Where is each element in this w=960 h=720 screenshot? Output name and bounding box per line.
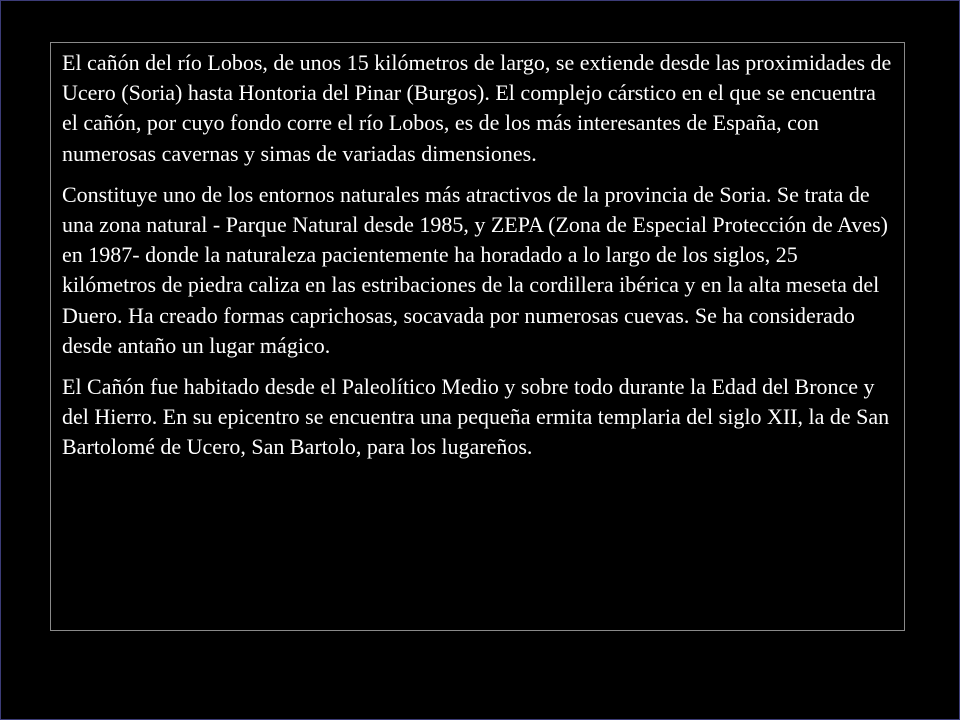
paragraph-3: El Cañón fue habitado desde el Paleolítico Medio y sobre todo durante la Edad del Bronce y del Hierro. En su epicentro se encuentra una pequeña ermita templaria del siglo XII, la de San Bartolomé de Ucero, San Bartolo, para los lugareños. (62, 374, 890, 460)
text-panel (50, 42, 905, 631)
paragraph-1: El cañón del río Lobos, de unos 15 kilómetros de largo, se extiende desde las proximidades de Ucero (Soria) hasta Hontoria del Pinar (Burgos). El complejo cárstico en el que se encuentra el cañón, por cuyo fondo corre el río Lobos, es de los más interesantes de España, con numerosas cavernas y simas de variadas dimensiones. (62, 50, 892, 166)
paragraph-2: Constituye uno de los entornos naturales más atractivos de la provincia de Soria. Se trata de una zona natural - Parque Natural desde 1985, y ZEPA (Zona de Especial Protección de Aves) en 1987- donde la naturaleza pacientemente ha horadado a lo largo de los siglos, 25 kilómetros de piedra caliza en las estribaciones de la cordillera ibérica y en la alta meseta del Duero. Ha creado formas caprichosas, socavada por numerosas cuevas. Se ha considerado desde antaño un lugar mágico. (62, 181, 888, 358)
